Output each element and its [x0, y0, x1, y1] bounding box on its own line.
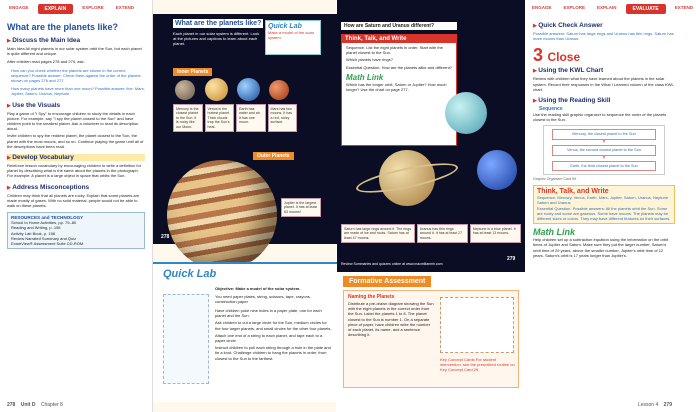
student-page-number-right: 279 — [507, 256, 516, 262]
outer-planets-label: Outer Planets — [253, 152, 294, 160]
quick-check-answer: Possible answers: Saturn has large rings and Uranus has thin rings. Saturn has more moons than Uranus. — [533, 31, 674, 42]
left-tabs — [6, 4, 137, 14]
student-page-left — [152, 0, 336, 412]
footer-page-number: 278 — [7, 402, 16, 408]
earth-caption: Earth has water and air. It has one moon. — [236, 104, 266, 132]
question-2: How many planets have more than one moon? Possible answer: five: Mars, Jupiter, Saturn, Uranus, Neptune — [11, 86, 145, 97]
neptune-caption: Neptune is a blue planet. It has at least 13 moons. — [470, 224, 521, 243]
quick-lab-panel-title: Quick Lab — [163, 268, 217, 280]
quick-lab-box — [265, 20, 321, 55]
left-teacher-page — [0, 0, 150, 412]
tab-engage[interactable]: ENGAGE — [9, 5, 29, 10]
student-title: What are the planets like? — [175, 20, 262, 27]
inner-planet-captions — [173, 104, 297, 132]
ttw-title: Think, Talk, and Write — [342, 35, 456, 43]
quick-lab-panel — [153, 262, 337, 402]
visuals-text: Play a game of "I Spy" to encourage children to study the details in each picture. For example, say "I spy the planet closest to the Sun" and have children point to the smallest planet. Ask a volunteer to read its description aloud. — [7, 110, 139, 132]
footer-lesson: Lesson 4 — [637, 402, 659, 408]
quick-lab-objective: Objective: Make a model of the solar system. — [215, 286, 301, 291]
footer-chapter: Chapter 8 — [40, 402, 63, 408]
question-box — [341, 22, 457, 30]
footer-page-number: 279 — [663, 402, 672, 408]
neptune-image — [477, 150, 517, 190]
resource-item[interactable]: Review Narrated Summary and Quiz — [11, 235, 77, 241]
ttw-question: Essential Question. How are the planets alike and different? — [346, 64, 452, 70]
visuals-heading: ▶ Use the Visuals — [7, 102, 145, 109]
venus-caption: Venus is the hottest planet. Thick clouds trap the Sun's heat. — [205, 104, 235, 132]
discuss-text-2: After children read pages 278 and 279, ask: — [7, 59, 85, 65]
jupiter-caption: Jupiter is the largest planet. It has at least 63 moons! — [281, 198, 321, 217]
close-number: 3 — [533, 45, 544, 66]
sequence-step: Mercury, the closest planet to the Sun — [552, 129, 656, 140]
quick-check-heading: ▶ Quick Check Answer — [533, 22, 675, 29]
mars-caption: Mars has two moons. It has a red, rocky surface. — [268, 104, 298, 132]
footer-unit: Unit D — [20, 402, 36, 408]
tab-explore[interactable]: EXPLORE — [82, 5, 104, 10]
fa-box — [343, 290, 519, 388]
math-link-answer: Help children set up a subtraction equation using the information on the orbit times of Jupiter and Saturn. Make sure they put the larger number, Saturn's orbit time of 29 years, above the smaller number, Jupiter's orbit time of 12 years. Saturn's orbit is 17 years longer than Jupiter's. — [533, 237, 669, 258]
misconceptions-heading: ▶ Address Misconceptions — [7, 184, 145, 191]
mars-image — [269, 80, 289, 100]
kwl-text: Review with children what they have learned about the planets in the solar system. Record their responses in the What I Learned column of the class KWL chart. — [533, 76, 674, 92]
fa-heading: Naming the Planets — [348, 294, 395, 300]
close-heading — [533, 45, 675, 66]
quick-lab-title: Quick Lab — [268, 23, 302, 30]
tab-extend[interactable]: EXTEND — [115, 5, 134, 10]
graphic-organizer-note: Graphic Organizer Card 59 — [533, 177, 577, 182]
tab-engage[interactable]: ENGAGE — [532, 5, 552, 10]
reading-skill-heading: ▶ Using the Reading Skill — [533, 97, 675, 104]
misconceptions-text: Children may think that all planets are rocky. Explain that some planets are made mostly of gases. With no solid material, people would not be able to walk on these planets. — [7, 192, 140, 209]
sequence-organizer — [543, 125, 665, 175]
quick-lab-step: Ask children to cut a large circle for the Sun, medium circles for the four larger planets, and small circles for the other four planets. — [215, 320, 332, 331]
ttw-answers-heading: Think, Talk, and Write — [537, 188, 609, 196]
reading-skill-sub: Sequence — [539, 106, 563, 113]
outer-planet-captions — [341, 224, 521, 243]
right-tabs — [529, 4, 696, 14]
kwl-heading: ▶ Using the KWL Chart — [533, 67, 675, 74]
mercury-caption: Mercury is the closest planet to the Sun. It is rocky like our Moon. — [173, 104, 203, 132]
visuals-text-2: Invite children to spy the reddest planet, the planet closest to the Sun, the planet with the most moons, and so on. Continue playing the game until all of the descriptions have been read. — [7, 133, 144, 149]
tab-explore[interactable]: EXPLORE — [563, 5, 586, 10]
right-teacher-page — [527, 0, 694, 412]
student-page-right — [337, 0, 525, 412]
ttw-answer: Sequence. Mercury, Venus, Earth, Mars, Jupiter, Saturn, Uranus, Neptune — [537, 195, 669, 201]
earth-image — [237, 78, 260, 101]
quick-lab-illustration — [163, 294, 209, 384]
discuss-text: Main Idea All eight planets in our solar system orbit the Sun, but each planet is quite different and unique. — [7, 46, 142, 57]
math-link-heading: Math Link — [533, 227, 575, 238]
student-page-number: 278 — [161, 234, 170, 240]
quick-lab-materials: You need paper plates, string, scissors, tape, crayons, construction paper — [215, 294, 311, 305]
left-page-title: What are the planets like? — [7, 22, 119, 32]
left-footer — [7, 402, 63, 408]
quick-lab-step: Have children poke nine holes in a paper plate, one for each planet and the Sun. — [215, 308, 322, 319]
discuss-heading: ▶ Discuss the Main Idea — [7, 37, 145, 44]
saturn-caption: Saturn has large rings around it. The rings are made of ice and rocks. Saturn has at least 47 moons. — [341, 224, 415, 243]
close-title: Close — [547, 50, 581, 65]
resources-box — [7, 212, 145, 249]
key-concept-note: Key Concept Cards For student intervention, see the prescribed routine on Key Concept Card 29. — [440, 357, 515, 373]
resource-item[interactable]: Activity Lab Book, p. 158 — [11, 230, 56, 236]
ttw-box — [341, 34, 457, 146]
resource-item[interactable]: Reading and Writing, p. 155 — [11, 225, 61, 231]
tab-explain-active[interactable]: EXPLAIN — [38, 4, 74, 14]
review-bar[interactable] — [341, 262, 497, 266]
quick-lab-text: Make a model of the solar system. — [268, 30, 315, 41]
resource-item[interactable]: ExamView® Assessment Suite CD-ROM — [11, 241, 84, 247]
quick-lab-step: Attach one end of a string to each planet, and tape each to a paper circle. — [215, 332, 323, 344]
right-footer — [638, 402, 672, 408]
quick-lab-step: Instruct children to pull each string through a hole in the plate and tie a knot. Challenge children to hang the planets in order, from closest to the Sun to the farthest. — [215, 345, 331, 361]
quick-check-question: How are Saturn and Uranus different? — [344, 23, 435, 29]
resources-heading: RESOURCES and TECHNOLOGY — [11, 215, 84, 221]
fa-title: Formative Assessment — [343, 276, 431, 287]
fa-text: Distribute a pre-drawn diagram showing the Sun with the eight planets in the correct order from the Sun. Label the planets 1 to 8. The planet closest to the Sun is number 1. On a separate piece of paper, have children write the number of each planet, its name, and a sentence describing it. — [348, 301, 434, 338]
question-1: How can you check whether the planets are shown in the correct sequence? Possible answer: Check them against the order of the planets shown on pages 276 and 277. — [11, 67, 141, 84]
quick-lab-steps — [215, 308, 333, 361]
student-intro: Each planet in our solar system is different. Look at the pictures and captions to learn about each planet. — [173, 31, 260, 47]
ttw-answer: Saturn and Uranus — [537, 200, 571, 206]
math-link-title: Math Link — [346, 72, 384, 82]
formative-assessment-panel — [337, 272, 525, 412]
sequence-step: Earth, the third closest planet to the Sun — [552, 161, 656, 172]
mercury-image — [175, 80, 195, 100]
reading-skill-text: Use the reading skill graphic organizer to sequence the order of the planets closest to the Sun. — [533, 112, 667, 123]
tab-evaluate-active[interactable]: EVALUATE — [626, 4, 666, 14]
arrow-down-icon: ▼ — [601, 139, 607, 146]
sequence-step: Venus, the second closest planet to the Sun — [552, 145, 656, 156]
ttw-question: Which planets have rings? — [346, 57, 393, 63]
ttw-answer: Essential Question. Possible answers: All the planets orbit the Sun. Some are rocky and some are gaseous. Some have moons. The planets may be different sizes or colors. They may have different features on their surfaces. — [537, 205, 671, 222]
ttw-question: Sequence. List the eight planets in order. Start with the planet closest to the Sun. — [346, 45, 443, 56]
arrow-down-icon: ▼ — [601, 154, 607, 161]
venus-image — [205, 78, 228, 101]
vocab-text: Reinforce lesson vocabulary by encouraging children to write a definition for planet by describing what is the same about the planets in the photograph. For example: A planet is a large object in space that orbits the Sun. — [7, 163, 142, 179]
review-text[interactable]: Review Summaries and quizzes online at www.macmillanmh.com — [341, 262, 443, 266]
jupiter-image — [167, 160, 277, 270]
fa-diagram — [440, 297, 514, 353]
tab-explain[interactable]: EXPLAIN — [597, 5, 617, 10]
uranus-image — [445, 92, 487, 134]
ttw-answers-box — [533, 185, 675, 224]
inner-planets-label: Inner Planets — [173, 68, 212, 76]
resource-item[interactable]: School to Home Activities, pp. 79–80 — [11, 220, 77, 226]
vocab-heading: ▶ Develop Vocabulary — [7, 154, 145, 161]
tab-extend[interactable]: EXTEND — [674, 5, 694, 10]
uranus-caption: Uranus has thin rings around it. It has at least 27 moons. — [417, 224, 468, 243]
math-link-text: Which has the longer orbit, Saturn or Jupiter? How much longer? Use the chart on page 277. — [346, 81, 447, 93]
